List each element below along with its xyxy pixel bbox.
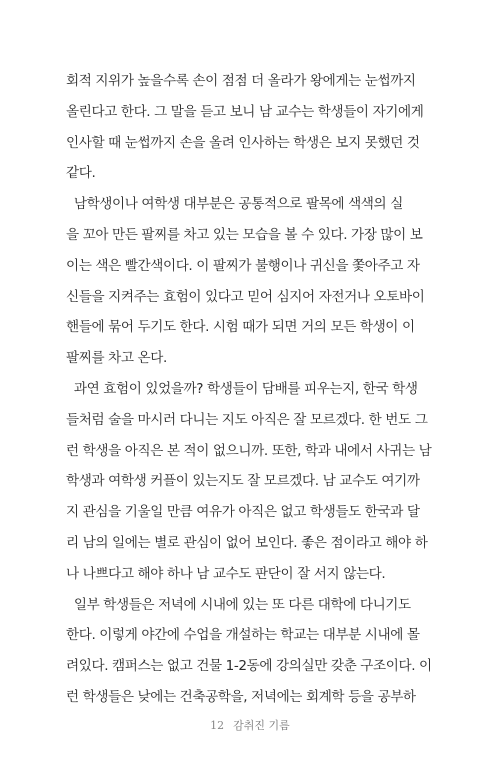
- text-line: 리 남의 일에는 별로 관심이 없어 보인다. 좋은 점이라고 해야 하: [66, 534, 428, 551]
- text-line: 팔찌를 차고 온다.: [66, 350, 167, 367]
- text-line: 같다.: [66, 165, 96, 182]
- text-line: 핸들에 묶어 두기도 한다. 시험 때가 되면 거의 모든 학생이 이: [66, 319, 415, 336]
- text-line: 을 꼬아 만든 팔찌를 차고 있는 모습을 볼 수 있다. 가장 많이 보: [66, 226, 423, 243]
- text-line: 런 학생을 아직은 본 적이 없으니까. 또한, 학과 내에서 사귀는 남: [66, 442, 432, 459]
- text-line: 한다. 이렇게 야간에 수업을 개설하는 학교는 대부분 시내에 몰: [66, 627, 420, 644]
- text-line: 나 나쁘다고 해야 하나 남 교수도 판단이 잘 서지 않는다.: [66, 565, 386, 582]
- text-line: 인사할 때 눈썹까지 손을 올려 인사하는 학생은 보지 못했던 것: [66, 134, 420, 151]
- text-line: 지 관심을 기울일 만큼 여유가 아직은 없고 학생들도 한국과 달: [66, 504, 420, 521]
- text-line: 신들을 지켜주는 효험이 있다고 믿어 심지어 자전거나 오토바이: [66, 288, 425, 305]
- text-line: 학생과 여학생 커플이 있는지도 잘 모르겠다. 남 교수도 여기까: [66, 473, 420, 490]
- page-footer: [0, 719, 500, 733]
- text-line: 들처럼 술을 마시러 다니는 지도 아직은 잘 모르겠다. 한 번도 그: [66, 411, 428, 428]
- page-number: 12: [210, 719, 225, 732]
- text-line: 이는 색은 빨간색이다. 이 팔찌가 불행이나 귀신을 쫓아주고 자: [66, 257, 420, 274]
- text-line: 올린다고 한다. 그 말을 듣고 보니 남 교수는 학생들이 자기에게: [66, 103, 424, 120]
- text-line: 려있다. 캠퍼스는 없고 건물 1-2동에 강의실만 갖춘 구조이다. 이: [66, 658, 432, 675]
- body-text: [66, 66, 438, 713]
- text-line: 런 학생들은 낮에는 건축공학을, 저녁에는 회계학 등을 공부하: [66, 688, 416, 705]
- text-line: 회적 지위가 높을수록 손이 점점 더 올라가 왕에게는 눈썹까지: [66, 73, 416, 89]
- text-line: 남학생이나 여학생 대부분은 공통적으로 팔목에 색색의 실: [66, 196, 403, 213]
- text-line: 일부 학생들은 저녁에 시내에 있는 또 다른 대학에 다니기도: [66, 596, 411, 613]
- text-line: 과연 효험이 있었을까? 학생들이 담배를 피우는지, 한국 학생: [66, 380, 418, 397]
- running-title: 감취진 기름: [233, 719, 290, 732]
